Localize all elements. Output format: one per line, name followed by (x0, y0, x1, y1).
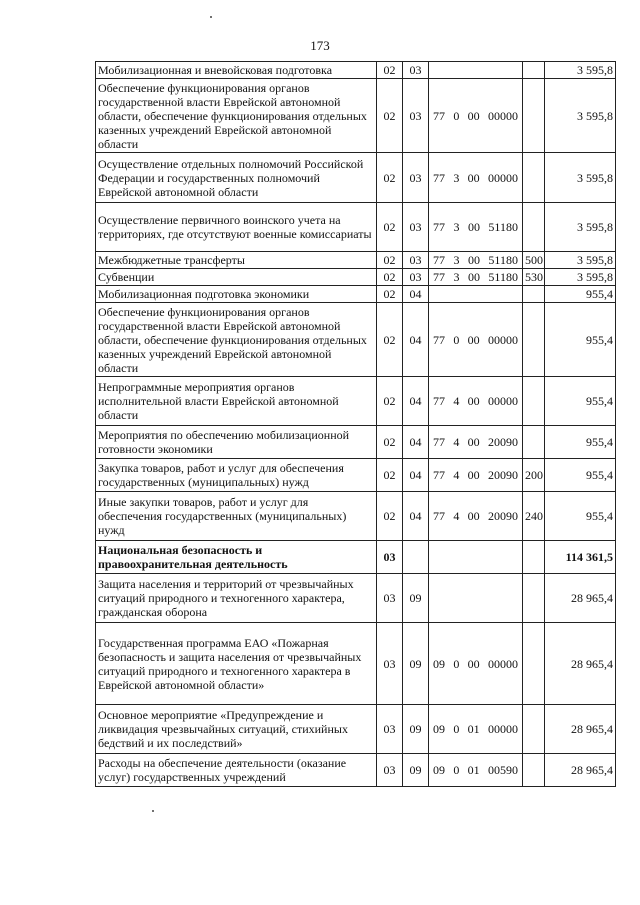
section-code-cell: 03 (377, 623, 403, 705)
target-article-code (431, 722, 520, 736)
section-code-cell: 02 (377, 459, 403, 492)
expense-name-cell: Межбюджетные трансферты (96, 252, 377, 269)
target-article-code (431, 509, 520, 523)
amount-cell: 28 965,4 (545, 623, 616, 705)
table-row (96, 153, 616, 203)
subsection-code-cell: 09 (403, 705, 429, 754)
target-article-cell (429, 377, 523, 426)
expense-type-cell (523, 426, 545, 459)
target-article-cell (429, 269, 523, 286)
expense-type-cell (523, 623, 545, 705)
target-article-code-part: 51180 (488, 253, 518, 267)
target-article-code-part: 00 (467, 253, 480, 267)
subsection-code-cell: 04 (403, 459, 429, 492)
target-article-code-part: 00000 (487, 332, 518, 347)
section-code-cell: 02 (377, 426, 403, 459)
table-row (96, 79, 616, 153)
target-article-code-part: 77 (433, 270, 445, 284)
target-article-code-part: 77 (433, 468, 445, 482)
target-article-cell (429, 754, 523, 787)
amount-cell: 28 965,4 (545, 574, 616, 623)
subsection-code-cell: 04 (403, 303, 429, 377)
section-code-cell: 03 (377, 574, 403, 623)
expense-type-cell: 530 (523, 269, 545, 286)
table-row (96, 623, 616, 705)
target-article-code (431, 468, 520, 482)
amount-cell: 955,4 (545, 426, 616, 459)
target-article-cell (429, 286, 523, 303)
target-article-code (431, 270, 520, 284)
scan-speck (152, 810, 154, 812)
expense-type-cell (523, 203, 545, 252)
target-article-code (431, 763, 520, 777)
target-article-code-part: 3 (453, 253, 460, 267)
section-code-cell: 02 (377, 79, 403, 153)
expense-name-cell: Основное мероприятие «Предупреждение и ликвидация чрезвычайных ситуаций, стихийных бедствий и их последствий» (96, 705, 377, 754)
subsection-code-cell: 03 (403, 252, 429, 269)
target-article-code (431, 657, 520, 671)
expense-type-cell (523, 286, 545, 303)
expense-name-cell: Мобилизационная подготовка экономики (96, 286, 377, 303)
target-article-cell (429, 541, 523, 574)
table-row (96, 303, 616, 377)
target-article-code (431, 394, 520, 408)
target-article-code-part: 09 (433, 656, 445, 671)
target-article-code-part: 00000 (487, 722, 518, 736)
table-row (96, 252, 616, 269)
amount-cell: 3 595,8 (545, 62, 616, 79)
target-article-code-part: 01 (467, 722, 480, 736)
expense-type-cell: 200 (523, 459, 545, 492)
target-article-code (431, 333, 520, 347)
table-row (96, 754, 616, 787)
amount-cell: 3 595,8 (545, 153, 616, 203)
amount-cell: 955,4 (545, 377, 616, 426)
subsection-code-cell: 09 (403, 754, 429, 787)
target-article-code-part: 09 (433, 722, 445, 736)
target-article-code-part: 00 (467, 468, 480, 482)
page-number: 173 (310, 38, 330, 53)
target-article-code-part: 4 (453, 435, 460, 449)
target-article-code-part: 00000 (487, 170, 518, 185)
table-row (96, 286, 616, 303)
target-article-cell (429, 62, 523, 79)
target-article-code-part: 0 (453, 108, 460, 123)
target-article-cell (429, 459, 523, 492)
amount-cell: 3 595,8 (545, 79, 616, 153)
expense-type-cell (523, 377, 545, 426)
expense-name-cell: Расходы на обеспечение деятельности (оказание услуг) государственных учреждений (96, 754, 377, 787)
target-article-code-part: 20090 (487, 435, 518, 449)
expense-name-cell: Обеспечение функционирования органов государственной власти Еврейской автономной области, обеспечение функционирования отдельных казенных учреждений Еврейской автономной области (96, 79, 377, 153)
table-row (96, 705, 616, 754)
subsection-code-cell (403, 541, 429, 574)
target-article-cell (429, 303, 523, 377)
target-article-code-part: 77 (433, 220, 445, 234)
target-article-code (431, 109, 520, 123)
target-article-code-part: 00 (467, 108, 480, 123)
section-code-cell: 02 (377, 62, 403, 79)
target-article-code (431, 253, 520, 267)
section-code-cell: 03 (377, 754, 403, 787)
target-article-code-part: 00 (467, 656, 480, 671)
target-article-code-part: 0 (453, 656, 460, 671)
target-article-code-part: 51180 (488, 220, 518, 234)
table-row (96, 541, 616, 574)
expense-name-cell: Обеспечение функционирования органов государственной власти Еврейской автономной области, обеспечение функционирования отдельных казенных учреждений Еврейской автономной области (96, 303, 377, 377)
subsection-code-cell: 03 (403, 79, 429, 153)
expense-type-cell (523, 541, 545, 574)
target-article-code-part: 77 (433, 108, 445, 123)
target-article-code (431, 171, 520, 185)
subsection-code-cell: 03 (403, 153, 429, 203)
section-code-cell: 02 (377, 303, 403, 377)
subsection-code-cell: 03 (403, 62, 429, 79)
target-article-code-part: 00590 (487, 763, 518, 777)
amount-cell: 3 595,8 (545, 252, 616, 269)
subsection-code-cell: 03 (403, 269, 429, 286)
table-row (96, 377, 616, 426)
expense-type-cell (523, 574, 545, 623)
target-article-cell (429, 153, 523, 203)
expense-type-cell: 500 (523, 252, 545, 269)
target-article-cell (429, 79, 523, 153)
expense-name-cell: Мобилизационная и вневойсковая подготовка (96, 62, 377, 79)
section-code-cell: 02 (377, 286, 403, 303)
subsection-code-cell: 09 (403, 574, 429, 623)
target-article-cell (429, 426, 523, 459)
subsection-code-cell: 09 (403, 623, 429, 705)
target-article-code-part: 01 (467, 763, 480, 777)
section-code-cell: 03 (377, 705, 403, 754)
expense-type-cell (523, 79, 545, 153)
expense-name-cell: Закупка товаров, работ и услуг для обеспечения государственных (муниципальных) нужд (96, 459, 377, 492)
target-article-code-part: 00000 (487, 394, 518, 408)
subsection-code-cell: 04 (403, 377, 429, 426)
expense-name-cell: Осуществление отдельных полномочий Российской Федерации и государственных полномочий Еврейской автономной области (96, 153, 377, 203)
target-article-cell (429, 252, 523, 269)
target-article-code-part: 00000 (487, 656, 518, 671)
expense-name-cell: Субвенции (96, 269, 377, 286)
amount-cell: 955,4 (545, 303, 616, 377)
amount-cell: 955,4 (545, 286, 616, 303)
section-code-cell: 02 (377, 203, 403, 252)
scan-speck (210, 16, 212, 18)
target-article-code-part: 0 (453, 763, 460, 777)
target-article-code-part: 51180 (488, 270, 518, 284)
table-row (96, 574, 616, 623)
section-code-cell: 02 (377, 269, 403, 286)
target-article-code-part: 00 (467, 435, 480, 449)
target-article-cell (429, 623, 523, 705)
expense-name-cell: Осуществление первичного воинского учета на территориях, где отсутствуют военные комиссариаты (96, 203, 377, 252)
table-row (96, 62, 616, 79)
target-article-code-part: 00 (467, 509, 480, 523)
amount-cell: 114 361,5 (545, 541, 616, 574)
target-article-code-part: 09 (433, 763, 445, 777)
expense-type-cell (523, 153, 545, 203)
target-article-code-part: 77 (433, 332, 445, 347)
section-code-cell: 02 (377, 492, 403, 541)
target-article-code-part: 00 (467, 220, 480, 234)
target-article-code-part: 0 (453, 332, 460, 347)
target-article-code-part: 00 (467, 394, 480, 408)
expense-name-cell: Иные закупки товаров, работ и услуг для обеспечения государственных (муниципальных) нужд (96, 492, 377, 541)
target-article-code-part: 00 (467, 270, 480, 284)
expense-name-cell: Защита населения и территорий от чрезвычайных ситуаций природного и техногенного характера, гражданская оборона (96, 574, 377, 623)
section-code-cell: 03 (377, 541, 403, 574)
target-article-cell (429, 574, 523, 623)
target-article-code-part: 77 (433, 253, 445, 267)
target-article-cell (429, 705, 523, 754)
target-article-code-part: 20090 (487, 509, 518, 523)
table-row (96, 203, 616, 252)
table-row (96, 492, 616, 541)
target-article-code-part: 77 (433, 170, 445, 185)
amount-cell: 955,4 (545, 459, 616, 492)
target-article-code (431, 435, 520, 449)
expense-name-cell: Государственная программа ЕАО «Пожарная безопасность и защита населения от чрезвычайных ситуаций природного и техногенного характера в Еврейской автономной области» (96, 623, 377, 705)
target-article-code-part: 00 (467, 332, 480, 347)
amount-cell: 28 965,4 (545, 705, 616, 754)
section-code-cell: 02 (377, 377, 403, 426)
subsection-code-cell: 03 (403, 203, 429, 252)
target-article-cell (429, 492, 523, 541)
subsection-code-cell: 04 (403, 492, 429, 541)
expense-type-cell (523, 303, 545, 377)
expense-name-cell: Непрограммные мероприятия органов исполнительной власти Еврейской автономной области (96, 377, 377, 426)
target-article-code (431, 220, 520, 234)
section-code-cell: 02 (377, 252, 403, 269)
section-code-cell: 02 (377, 153, 403, 203)
target-article-code-part: 77 (433, 435, 445, 449)
target-article-code-part: 3 (453, 220, 460, 234)
expense-name-cell: Национальная безопасность и правоохранительная деятельность (96, 541, 377, 574)
target-article-code-part: 4 (453, 394, 460, 408)
target-article-code-part: 4 (453, 468, 460, 482)
target-article-code-part: 77 (433, 509, 445, 523)
expense-type-cell (523, 62, 545, 79)
target-article-code-part: 00000 (487, 108, 518, 123)
subsection-code-cell: 04 (403, 286, 429, 303)
budget-table-body (96, 62, 616, 787)
target-article-code-part: 0 (453, 722, 460, 736)
target-article-code-part: 20090 (487, 468, 518, 482)
expense-type-cell (523, 705, 545, 754)
budget-table (95, 61, 616, 787)
target-article-code-part: 4 (453, 509, 460, 523)
target-article-code-part: 00 (467, 170, 480, 185)
amount-cell: 3 595,8 (545, 203, 616, 252)
target-article-cell (429, 203, 523, 252)
expense-type-cell: 240 (523, 492, 545, 541)
amount-cell: 3 595,8 (545, 269, 616, 286)
subsection-code-cell: 04 (403, 426, 429, 459)
target-article-code-part: 3 (453, 270, 460, 284)
target-article-code-part: 3 (453, 170, 460, 185)
expense-type-cell (523, 754, 545, 787)
amount-cell: 28 965,4 (545, 754, 616, 787)
expense-name-cell: Мероприятия по обеспечению мобилизационной готовности экономики (96, 426, 377, 459)
amount-cell: 955,4 (545, 492, 616, 541)
target-article-code-part: 77 (433, 394, 445, 408)
table-row (96, 426, 616, 459)
table-row (96, 269, 616, 286)
table-row (96, 459, 616, 492)
